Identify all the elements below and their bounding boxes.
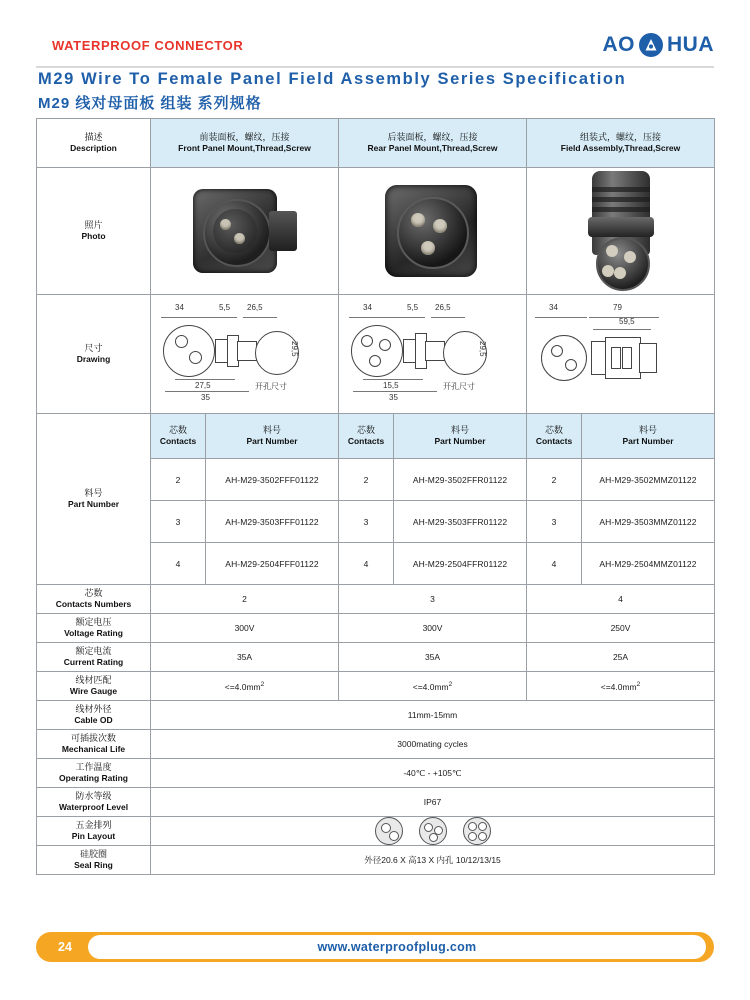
spec-value: 2	[151, 585, 339, 614]
label-cn: 芯数	[84, 588, 103, 599]
spec-value: 外径20.6 X 高13 X 内孔 10/12/13/15	[151, 846, 715, 875]
column-header-en: Front Panel Mount,Thread,Screw	[178, 143, 311, 154]
label-en: Waterproof Level	[58, 802, 129, 813]
label-cn: 线材匹配	[75, 675, 112, 686]
table-row-operating-rating	[37, 759, 715, 788]
column-header-en: Field Assembly,Thread,Screw	[560, 143, 681, 154]
dim-35: 35	[201, 393, 210, 402]
table-row-description	[37, 119, 715, 168]
wire-gauge-sup: 2	[448, 680, 453, 688]
pn-contacts: 2	[151, 459, 206, 501]
page-title-en: M29 Wire To Female Panel Field Assembly Series Specification	[38, 70, 627, 88]
spec-value: 300V	[151, 614, 339, 643]
table-row-voltage-rating	[37, 614, 715, 643]
spec-value-wire-1	[151, 672, 339, 701]
spec-value: 4	[527, 585, 715, 614]
pn-contacts: 2	[527, 459, 582, 501]
table-row-pin-layout	[37, 817, 715, 846]
label-cn: 描述	[84, 132, 103, 143]
row-label-pin-layout	[37, 817, 151, 846]
brand-logo	[603, 30, 715, 60]
table-row-mechanical-life	[37, 730, 715, 759]
table-row-pn-header	[37, 414, 715, 459]
wire-gauge-sup: 2	[260, 680, 265, 688]
label-cn: 芯数	[544, 425, 563, 436]
dim-265: 26,5	[435, 303, 451, 312]
dim-595: 59,5	[619, 317, 635, 326]
spec-value: 300V	[339, 614, 527, 643]
pn-contacts: 4	[151, 543, 206, 585]
dim-34: 34	[363, 303, 372, 312]
spec-value-wire-3	[527, 672, 715, 701]
label-cn: 可插拔次数	[70, 733, 116, 744]
label-en: Current Rating	[63, 657, 124, 668]
dimension-drawing-field	[527, 295, 714, 413]
footer-url[interactable]: www.waterproofplug.com	[317, 940, 477, 954]
pn-contacts: 3	[527, 501, 582, 543]
spec-value: 25A	[527, 643, 715, 672]
label-cn: 芯数	[168, 425, 187, 436]
photo-cell-1	[151, 168, 339, 295]
pn-contacts: 2	[339, 459, 394, 501]
wire-gauge-text: <=4.0mm	[224, 681, 261, 692]
pn-value: AH-M29-3502FFF01122	[206, 459, 339, 501]
table-row-seal-ring	[37, 846, 715, 875]
label-en: Part Number	[622, 436, 674, 447]
label-en: Part Number	[67, 499, 119, 510]
pn-contacts: 4	[339, 543, 394, 585]
label-cn: 额定电流	[75, 646, 112, 657]
connector-photo-field-assembly	[527, 168, 714, 294]
pin-layout-cell	[151, 817, 715, 846]
pn-header-partnumber-1	[206, 414, 339, 459]
pn-value: AH-M29-3502FFR01122	[394, 459, 527, 501]
table-row-contacts-numbers	[37, 585, 715, 614]
label-en: Description	[70, 143, 117, 154]
dimension-drawing-front	[151, 295, 338, 413]
label-cn: 芯数	[356, 425, 375, 436]
logo-text-left: AO	[602, 33, 635, 56]
dim-275: 27,5	[195, 381, 211, 390]
page-title-cn: M29 线对母面板 组装 系列规格	[38, 95, 262, 112]
pn-value: AH-M29-3503FFF01122	[206, 501, 339, 543]
pn-contacts: 4	[527, 543, 582, 585]
wire-gauge-text: <=4.0mm	[412, 681, 449, 692]
label-cn: 料号	[639, 425, 658, 436]
label-cn: 硅胶圈	[79, 849, 107, 860]
row-label-photo	[37, 168, 151, 295]
dim-55: 5,5	[407, 303, 419, 312]
dim-35: 35	[389, 393, 398, 402]
pn-value: AH-M29-3502MMZ01122	[582, 459, 715, 501]
drawing-cell-2	[339, 295, 527, 414]
pn-header-contacts-3	[527, 414, 582, 459]
label-cn: 防水等级	[75, 791, 112, 802]
dim-note: 开孔尺寸	[255, 382, 287, 391]
dim-155: 15,5	[383, 381, 399, 390]
label-en: Contacts	[535, 436, 573, 447]
column-header-3	[527, 119, 715, 168]
spec-value: 11mm-15mm	[151, 701, 715, 730]
label-en: Photo	[81, 231, 106, 242]
connector-photo-front-panel	[151, 168, 338, 294]
spec-value: 35A	[151, 643, 339, 672]
spec-value: -40℃ - +105℃	[151, 759, 715, 788]
specification-table	[36, 118, 715, 875]
label-en: Operating Rating	[59, 773, 128, 784]
wire-gauge-sup: 2	[636, 680, 641, 688]
footer-url-container	[88, 935, 706, 959]
photo-cell-2	[339, 168, 527, 295]
photo-cell-3	[527, 168, 715, 295]
spec-value: IP67	[151, 788, 715, 817]
row-label-wire-gauge	[37, 672, 151, 701]
spec-value: 35A	[339, 643, 527, 672]
label-en: Contacts	[347, 436, 385, 447]
dim-295: 29,5	[478, 341, 487, 357]
table-row-wire-gauge	[37, 672, 715, 701]
dim-295: 29,5	[290, 341, 299, 357]
page-number: 24	[58, 940, 72, 954]
column-header-cn: 前装面板，螺纹，压接	[199, 132, 290, 143]
pn-value: AH-M29-2504FFF01122	[206, 543, 339, 585]
label-cn: 五金排列	[75, 820, 112, 831]
label-en: Mechanical Life	[61, 744, 126, 755]
column-header-en: Rear Panel Mount,Thread,Screw	[367, 143, 498, 154]
logo-text-right: HUA	[667, 33, 714, 56]
row-label-operating-rating	[37, 759, 151, 788]
dim-34: 34	[549, 303, 558, 312]
label-en: Part Number	[434, 436, 486, 447]
dim-55: 5,5	[219, 303, 231, 312]
row-label-cable-od	[37, 701, 151, 730]
pin-layout-4pin-icon	[463, 817, 491, 845]
drawing-cell-3	[527, 295, 715, 414]
drawing-cell-1	[151, 295, 339, 414]
label-en: Contacts Numbers	[55, 599, 132, 610]
label-en: Pin Layout	[71, 831, 116, 842]
label-en: Seal Ring	[74, 860, 113, 871]
row-label-contacts-numbers	[37, 585, 151, 614]
spec-value: 3000mating cycles	[151, 730, 715, 759]
pn-value: AH-M29-2504FFR01122	[394, 543, 527, 585]
connector-photo-rear-panel	[339, 168, 526, 294]
pin-layout-2pin-icon	[375, 817, 403, 845]
row-label-voltage-rating	[37, 614, 151, 643]
table-row-waterproof-level	[37, 788, 715, 817]
label-cn: 尺寸	[84, 343, 103, 354]
column-header-cn: 组装式，螺纹，压接	[580, 132, 662, 143]
pn-header-partnumber-2	[394, 414, 527, 459]
label-cn: 工作温度	[75, 762, 112, 773]
dim-note: 开孔尺寸	[443, 382, 475, 391]
row-label-part-number	[37, 414, 151, 585]
pn-value: AH-M29-3503FFR01122	[394, 501, 527, 543]
row-label-description	[37, 119, 151, 168]
pin-layout-3pin-icon	[419, 817, 447, 845]
label-en: Contacts	[159, 436, 197, 447]
label-en: Cable OD	[74, 715, 113, 726]
table-row-current-rating	[37, 643, 715, 672]
dim-265: 26,5	[247, 303, 263, 312]
pn-value: AH-M29-2504MMZ01122	[582, 543, 715, 585]
label-cn: 额定电压	[75, 617, 112, 628]
pn-header-contacts-1	[151, 414, 206, 459]
pn-header-partnumber-3	[582, 414, 715, 459]
spec-value-wire-2	[339, 672, 527, 701]
row-label-waterproof-level	[37, 788, 151, 817]
spec-value: 250V	[527, 614, 715, 643]
label-en: Part Number	[246, 436, 298, 447]
dimension-drawing-rear	[339, 295, 526, 413]
header-kicker: WATERPROOF CONNECTOR	[52, 38, 244, 53]
label-cn: 料号	[84, 488, 103, 499]
logo-mark-icon	[639, 33, 663, 57]
spec-value: 3	[339, 585, 527, 614]
label-en: Voltage Rating	[64, 628, 123, 639]
table-row-cable-od	[37, 701, 715, 730]
row-label-current-rating	[37, 643, 151, 672]
column-header-2	[339, 119, 527, 168]
header-divider	[36, 66, 714, 68]
page-header	[36, 28, 714, 68]
dim-34: 34	[175, 303, 184, 312]
label-cn: 照片	[84, 220, 103, 231]
pn-header-contacts-2	[339, 414, 394, 459]
row-label-drawing	[37, 295, 151, 414]
column-header-cn: 后装面板，螺纹，压接	[387, 132, 478, 143]
dim-79: 79	[613, 303, 622, 312]
label-cn: 线材外径	[75, 704, 112, 715]
pn-contacts: 3	[339, 501, 394, 543]
label-cn: 料号	[450, 425, 469, 436]
label-cn: 料号	[262, 425, 281, 436]
wire-gauge-text: <=4.0mm	[600, 681, 637, 692]
row-label-mechanical-life	[37, 730, 151, 759]
pn-value: AH-M29-3503MMZ01122	[582, 501, 715, 543]
label-en: Wire Gauge	[69, 686, 118, 697]
pn-contacts: 3	[151, 501, 206, 543]
page-footer	[36, 932, 714, 962]
table-row-drawing	[37, 295, 715, 414]
row-label-seal-ring	[37, 846, 151, 875]
table-row-photo	[37, 168, 715, 295]
column-header-1	[151, 119, 339, 168]
label-en: Drawing	[76, 354, 111, 365]
